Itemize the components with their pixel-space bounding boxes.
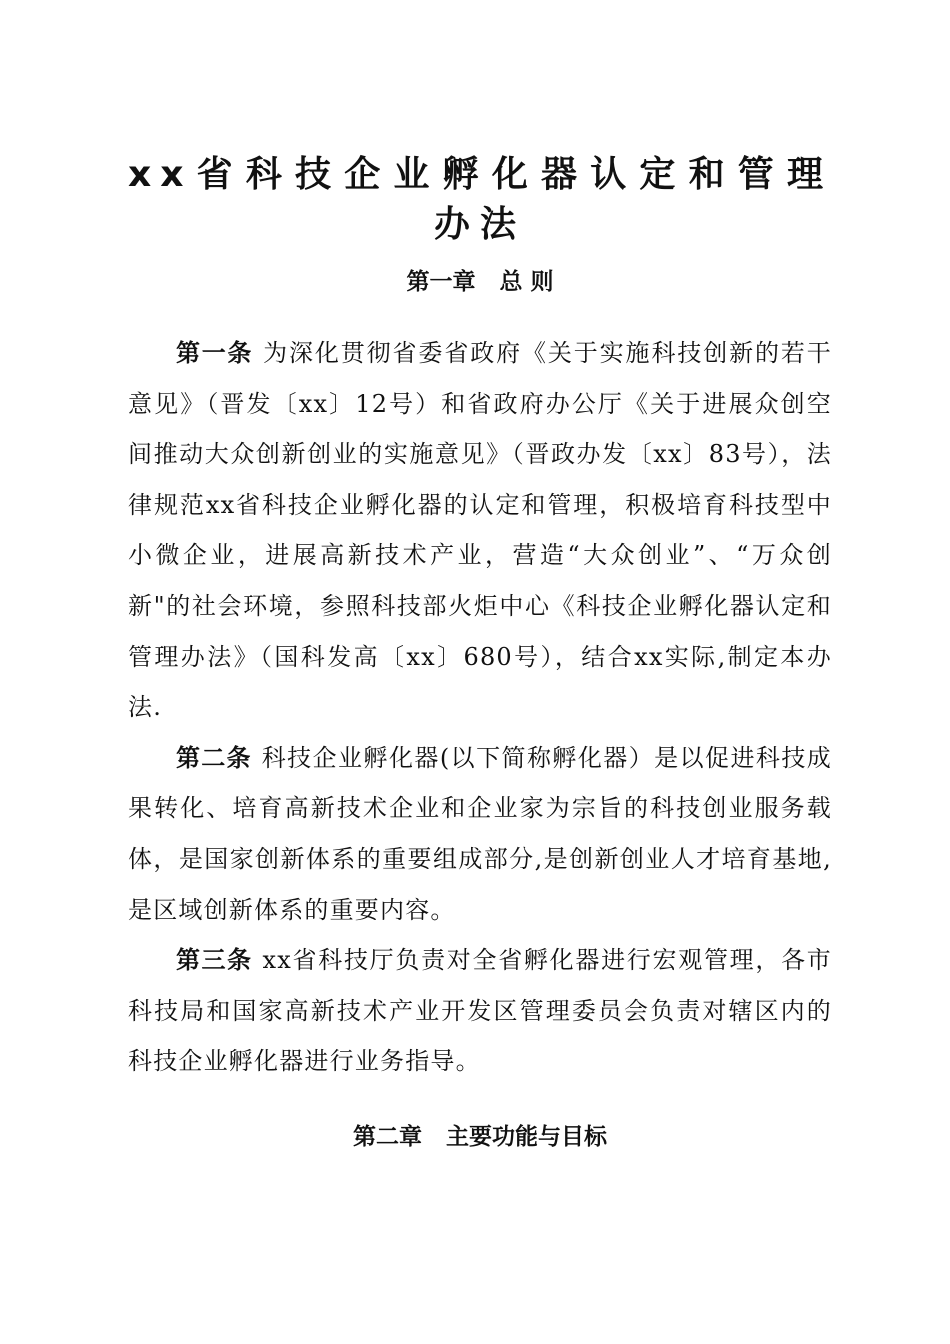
article-3-label: 第三条 [176,946,253,975]
article-2-label: 第二条 [176,743,252,772]
chapter-1-heading: 第一章 总 则 [406,269,554,295]
document-title [128,150,832,250]
document-page [128,150,832,1157]
article-3-text: xx省科技厅负责对全省孵化器进行宏观管理，各市科技局和国家高新技术产业开发区管理委员会负责对辖区内的科技企业孵化器进行业务指导。 [128,946,833,1076]
article-3 [128,935,832,1087]
document-title-line1: xx省科技企业孵化器认定和管理 [128,154,832,195]
article-2 [128,733,832,935]
article-1 [128,328,832,733]
document-title-line2: 办法 [433,204,526,245]
chapter-2-heading: 第二章 主要功能与目标 [352,1123,608,1150]
article-1-text: 为深化贯彻省委省政府《关于实施科技创新的若干意见》（晋发〔xx〕12号）和省政府办公厅《关于进展众创空间推动大众创新创业的实施意见》（晋政办发〔xx〕83号），法律规范xx省科技企业孵化器的认定和管理，积极培育科技型中小微企业，进展高新技术产业，营造“大众创业”、“万众创新"的社会环境，参照科技部火炬中心《科技企业孵化器认定和管理办法》（国科发高〔xx〕680号），结合xx实际,制定本办法. [128,339,832,722]
article-1-label: 第一条 [176,339,254,367]
article-2-text: 科技企业孵化器(以下简称孵化器）是以促进科技成果转化、培育高新技术企业和企业家为宗旨的科技创业服务载体，是国家创新体系的重要组成部分,是创新创业人才培育基地,是区域创新体系的重要内容。 [128,743,833,924]
